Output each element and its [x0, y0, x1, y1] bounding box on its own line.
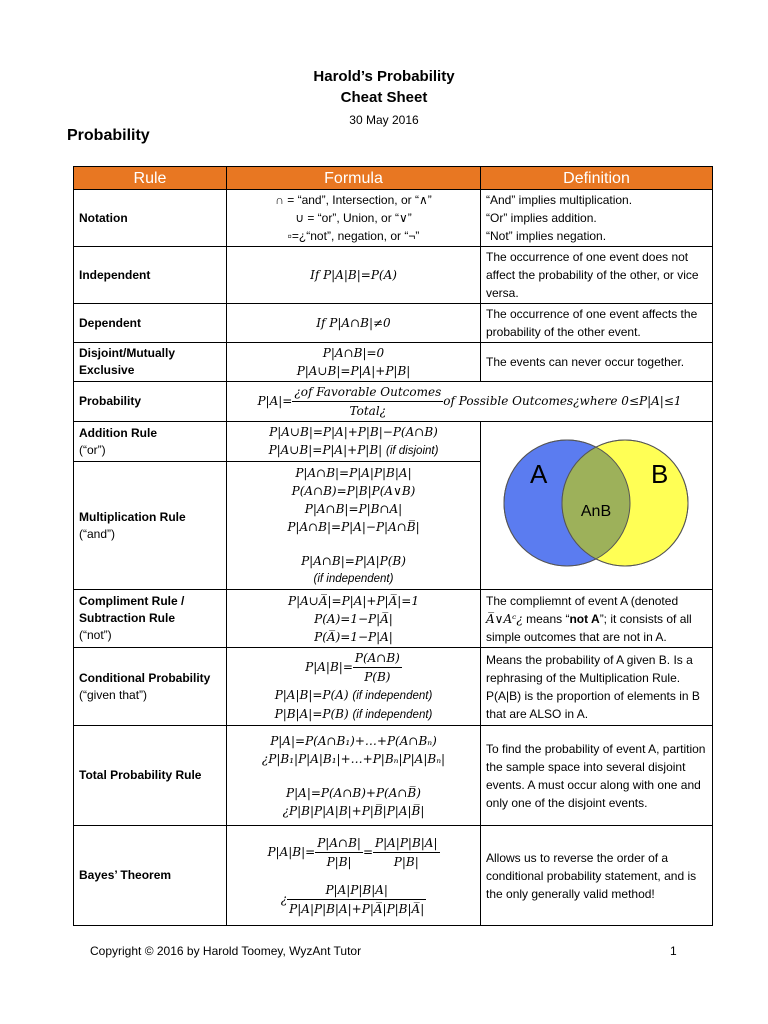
fraction-denominator: Total¿: [349, 404, 387, 418]
spacer: [232, 871, 475, 881]
rule-subtitle: (“given that”): [79, 687, 148, 702]
formula-part: =: [362, 844, 373, 859]
formula-line: [232, 686, 475, 705]
rule-name: Conditional Probability: [79, 670, 211, 685]
rule-name: Subtraction Rule: [79, 611, 176, 625]
formula-line: P(A̅)=1−P|A|: [314, 629, 393, 644]
fraction: [292, 383, 443, 420]
venn-diagram: [487, 423, 707, 583]
spacer: [232, 768, 475, 784]
fraction-denominator: P(B): [364, 670, 391, 684]
formula-part: ¿: [280, 891, 288, 906]
title-line-2: Cheat Sheet: [340, 89, 428, 106]
definition-text: means “: [522, 611, 570, 626]
rule-name: Multiplication Rule: [79, 509, 186, 524]
formula-line: [232, 705, 475, 724]
formula-line: If P|A|B|=P(A): [310, 268, 397, 282]
definition-cell: Means the probability of A given B. Is a rephrasing of the Multiplication Rule. P(A|B) is the proportion of elements in B that are ALSO in A.: [481, 648, 713, 726]
formula-line: P|A∩B|=P|A|P(B): [301, 553, 406, 568]
definition-bold: not A: [569, 611, 600, 626]
fraction-numerator: P|A|P|B|A|: [373, 834, 440, 853]
formula-line: P(A∩B)=P|B|P(A∨B): [291, 483, 416, 498]
fraction-numerator: P|A∩B|: [315, 834, 363, 853]
table-row-compliment: [74, 590, 713, 648]
rule-cell: [74, 247, 227, 304]
probability-formula: [257, 385, 682, 418]
table-row-conditional: [74, 648, 713, 726]
table-row-notation: [74, 190, 713, 247]
formula-line: P|A∪B|=P|A|+P|B|: [296, 364, 411, 378]
rule-cell: [74, 382, 227, 422]
rule-subtitle: (“or”): [79, 442, 106, 457]
rule-subtitle: (“not”): [79, 628, 112, 642]
rule-name: Notation: [79, 210, 128, 225]
venn-label-a: A: [529, 459, 547, 489]
venn-diagram-cell: [481, 422, 713, 590]
definition-cell: The events can never occur together.: [481, 343, 713, 382]
definition-line: “And” implies multiplication.: [486, 193, 633, 207]
formula-part: P|A|B|=: [267, 844, 316, 859]
formula-part: of Possible Outcomes¿where 0≤P|A|≤1: [443, 394, 682, 408]
rule-name: Probability: [79, 394, 142, 408]
definition-symbol: A̅∨Aᶜ¿: [486, 611, 523, 626]
table-row-disjoint: [74, 343, 713, 382]
table-header-row: [74, 167, 713, 190]
table-row-probability: [74, 382, 713, 422]
table-row-dependent: [74, 304, 713, 343]
rule-cell: [74, 826, 227, 926]
fraction: [315, 834, 363, 871]
formula-line: P|A∩B|=P|A|−P|A∩B̅|: [287, 519, 420, 534]
formula-line: [232, 881, 475, 918]
formula-line: P|A∩B|=P|A|P|B|A|: [295, 465, 412, 480]
probability-formula-cell: [227, 382, 713, 422]
formula-line: [232, 441, 475, 460]
rule-name: Addition Rule: [79, 425, 157, 440]
formula-note: (if independent): [352, 709, 433, 721]
definition-text: ”; it consists of all simple outcomes that are not in A.: [486, 611, 692, 644]
spacer: [232, 536, 475, 552]
formula-note: (if disjoint): [386, 445, 439, 457]
formula-cell: [227, 343, 481, 382]
rule-cell: [74, 590, 227, 648]
rule-cell: [74, 648, 227, 726]
rule-subtitle: (“and”): [79, 526, 116, 541]
rule-name: Disjoint/Mutually: [79, 346, 175, 360]
definition-line: “Or” implies addition.: [486, 211, 597, 225]
definition-cell: [481, 590, 713, 648]
formula-part: P|B|A|=P(B): [274, 707, 349, 721]
formula-note: (if independent): [352, 690, 433, 702]
formula-line: If P|A∩B|≠0: [316, 316, 391, 330]
formula-cell: [227, 304, 481, 343]
rule-name: Bayes’ Theorem: [79, 868, 172, 882]
definition-cell: The occurrence of one event affects the probability of the other event.: [481, 304, 713, 343]
formula-cell: [227, 247, 481, 304]
venn-label-b: B: [650, 459, 668, 489]
formula-line: P|A∩B|=P|B∩A|: [304, 501, 403, 516]
rule-cell: [74, 190, 227, 247]
table-row-total-probability: [74, 726, 713, 826]
formula-part: P|A|=: [257, 394, 293, 408]
footer-copyright: Copyright © 2016 by Harold Toomey, WyzAnt Tutor: [90, 944, 362, 958]
formula-note: (if independent): [313, 572, 394, 585]
section-heading: Probability: [67, 127, 150, 144]
fraction-numerator: P|A|P|B|A|: [287, 881, 426, 900]
formula-line: P|A∩B|=0: [322, 346, 385, 360]
formula-line: [232, 834, 475, 871]
formula-line: ∪ = “or”, Union, or “∨”: [295, 211, 412, 225]
title-line-1: Harold’s Probability: [313, 68, 455, 85]
document-date: 30 May 2016: [349, 113, 419, 127]
venn-label-intersection: AnB: [580, 503, 611, 520]
formula-line: ∩ = “and”, Intersection, or “∧”: [275, 193, 432, 207]
rule-name: Independent: [79, 267, 151, 282]
rule-cell: [74, 462, 227, 590]
definition-cell: [481, 190, 713, 247]
definition-cell: To find the probability of event A, partition the sample space into several disjoint events. A must occur along with one and only one of the disjoint events.: [481, 726, 713, 826]
rule-cell: [74, 304, 227, 343]
rule-name: Exclusive: [79, 363, 135, 377]
formula-cell: [227, 726, 481, 826]
fraction: [287, 881, 426, 918]
formula-cell: [227, 826, 481, 926]
fraction-numerator: ¿of Favorable Outcomes: [292, 383, 443, 402]
fraction: [373, 834, 440, 871]
definition-cell: Allows us to reverse the order of a conditional probability statement, and is the only generally valid method!: [481, 826, 713, 926]
rule-name: Dependent: [79, 315, 142, 330]
formula-line: P|A∪B|=P|A|+P|B|−P(A∩B): [269, 425, 438, 439]
formula-cell: [227, 422, 481, 462]
rule-cell: [74, 422, 227, 462]
definition-cell: The occurrence of one event does not affect the probability of the other, or vice versa.: [481, 247, 713, 304]
rule-name: Compliment Rule /: [79, 594, 185, 608]
fraction-denominator: P|B|: [393, 854, 419, 869]
formula-line: P(A)=1−P|A̅|: [314, 611, 393, 626]
definition-text: The compliemnt of event A (denoted: [486, 593, 679, 608]
formula-line: ¿P|B₁|P|A|B₁|+…+P|Bₙ|P|A|Bₙ|: [261, 751, 446, 766]
rule-cell: [74, 343, 227, 382]
table-row-addition: [74, 422, 713, 462]
formula-cell: [227, 648, 481, 726]
formula-line: P|A∪A̅|=P|A|+P|A̅|=1: [288, 593, 419, 608]
definition-line: “Not” implies negation.: [486, 229, 607, 243]
rule-cell: [74, 726, 227, 826]
column-header-rule: Rule: [74, 167, 227, 190]
fraction: [353, 649, 402, 686]
probability-table: [73, 166, 713, 926]
formula-part: P|A∪B|=P|A|+P|B|: [268, 443, 383, 457]
column-header-formula: Formula: [227, 167, 481, 190]
rule-name: Total Probability Rule: [79, 768, 202, 782]
formula-cell: [227, 190, 481, 247]
formula-line: P|A|=P(A∩B)+P(A∩B̅): [286, 785, 421, 800]
formula-part: P|A|B|=P(A): [274, 688, 349, 702]
column-header-definition: Definition: [481, 167, 713, 190]
table-row-bayes: [74, 826, 713, 926]
footer-page-number: 1: [670, 944, 677, 958]
formula-line: P|A|=P(A∩B₁)+…+P(A∩Bₙ): [270, 733, 437, 748]
formula-line: ¿P|B|P|A|B|+P|B̅|P|A|B̅|: [282, 803, 425, 818]
fraction-denominator: P|A|P|B|A|+P|A̅|P|B|A̅|: [289, 901, 425, 916]
formula-line: ▫=¿“not”, negation, or “¬”: [287, 229, 420, 243]
fraction-numerator: P(A∩B): [353, 649, 402, 668]
formula-cell: [227, 462, 481, 590]
formula-line: [232, 649, 475, 686]
formula-part: P|A|B|=: [305, 660, 353, 674]
table-row-independent: [74, 247, 713, 304]
formula-cell: [227, 590, 481, 648]
document-title-block: [0, 66, 768, 130]
fraction-denominator: P|B|: [326, 854, 352, 869]
